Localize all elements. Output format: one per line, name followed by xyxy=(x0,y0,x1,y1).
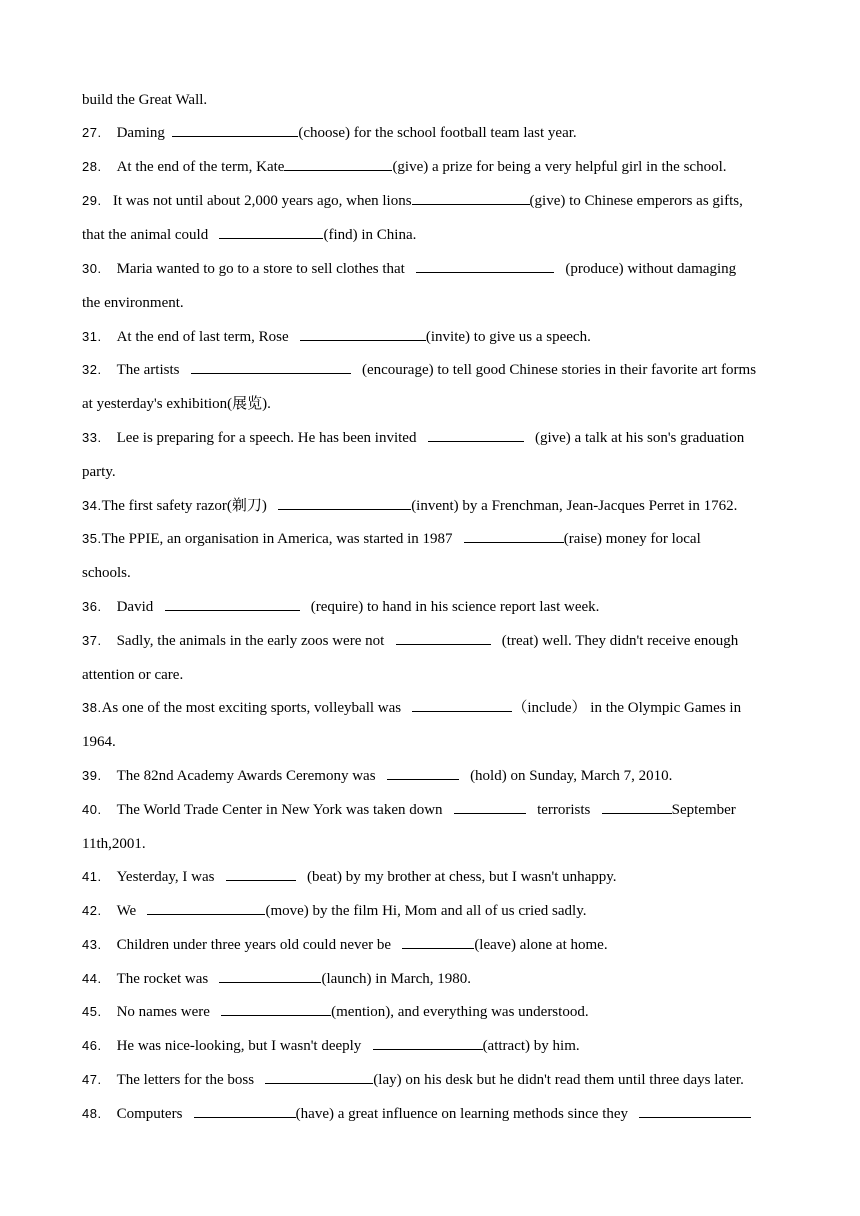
question-text: (leave) alone at home. xyxy=(474,937,608,953)
q26-continuation xyxy=(82,90,778,110)
question-text: (lay) on his desk but he didn't read them until three days later. xyxy=(373,1072,744,1088)
question-text: 1964. xyxy=(82,734,116,750)
question-32 xyxy=(82,360,778,380)
question-38 xyxy=(82,698,778,718)
question-text: (attract) by him. xyxy=(482,1038,580,1054)
question-number: 32. xyxy=(82,362,102,377)
question-text: schools. xyxy=(82,565,131,581)
question-text: that the animal could xyxy=(82,227,209,243)
question-text: (choose) for the school football team last year. xyxy=(298,125,577,141)
question-text: The artists xyxy=(116,362,180,378)
question-text: David xyxy=(116,599,154,615)
question-number: 47. xyxy=(82,1072,102,1087)
answer-blank[interactable] xyxy=(300,327,426,341)
question-text: The letters for the boss xyxy=(116,1072,255,1088)
question-text: (raise) money for local xyxy=(563,531,701,547)
question-33-cont xyxy=(82,462,778,482)
answer-blank[interactable] xyxy=(284,157,392,171)
question-number: 37. xyxy=(82,633,102,648)
answer-blank[interactable] xyxy=(172,123,298,137)
question-36 xyxy=(82,597,778,617)
answer-blank[interactable] xyxy=(147,901,265,915)
question-text: the environment. xyxy=(82,295,184,311)
question-text: attention or care. xyxy=(82,667,184,683)
question-29 xyxy=(82,191,778,211)
question-28 xyxy=(82,157,778,177)
answer-blank[interactable] xyxy=(373,1036,483,1050)
question-43 xyxy=(82,935,778,955)
question-text: (have) a great influence on learning methods since they xyxy=(295,1106,629,1122)
answer-blank[interactable] xyxy=(191,360,351,374)
answer-blank[interactable] xyxy=(402,935,474,949)
question-text: The rocket was xyxy=(116,971,209,987)
question-number: 44. xyxy=(82,971,102,986)
question-text: (beat) by my brother at chess, but I wasn't unhappy. xyxy=(306,869,617,885)
answer-blank[interactable] xyxy=(387,766,459,780)
question-number: 30. xyxy=(82,261,102,276)
question-text: It was not until about 2,000 years ago, when lions xyxy=(112,193,412,209)
question-number: 34. xyxy=(82,498,102,513)
answer-blank[interactable] xyxy=(219,225,323,239)
question-text: The first safety razor(剃刀) xyxy=(101,498,267,514)
question-number: 39. xyxy=(82,768,102,783)
question-text: The PPIE, an organisation in America, was started in 1987 xyxy=(101,531,453,547)
question-48 xyxy=(82,1104,778,1124)
answer-blank[interactable] xyxy=(265,1070,373,1084)
question-text: As one of the most exciting sports, volleyball was xyxy=(101,700,402,716)
question-35-cont xyxy=(82,563,778,583)
answer-blank[interactable] xyxy=(412,698,512,712)
answer-blank[interactable] xyxy=(278,496,411,510)
question-text: We xyxy=(116,903,137,919)
question-text: （include） in the Olympic Games in xyxy=(512,700,742,716)
answer-blank[interactable] xyxy=(219,969,321,983)
question-text: (give) a prize for being a very helpful girl in the school. xyxy=(392,159,727,175)
question-number: 33. xyxy=(82,430,102,445)
question-text: (encourage) to tell good Chinese stories in their favorite art forms xyxy=(361,362,757,378)
question-text: Computers xyxy=(116,1106,183,1122)
answer-blank[interactable] xyxy=(454,800,526,814)
question-text: At the end of the term, Kate xyxy=(116,159,285,175)
question-text: at yesterday's exhibition(展览). xyxy=(82,396,271,412)
question-42 xyxy=(82,901,778,921)
question-33 xyxy=(82,428,778,448)
question-text: Yesterday, I was xyxy=(116,869,215,885)
question-45 xyxy=(82,1002,778,1022)
question-number: 36. xyxy=(82,599,102,614)
question-number: 38. xyxy=(82,700,102,715)
question-text: September xyxy=(671,802,736,818)
question-46 xyxy=(82,1036,778,1056)
question-number: 48. xyxy=(82,1106,102,1121)
question-number: 28. xyxy=(82,159,102,174)
answer-blank[interactable] xyxy=(194,1104,296,1118)
question-text: (move) by the film Hi, Mom and all of us cried sadly. xyxy=(265,903,587,919)
question-number: 27. xyxy=(82,125,102,140)
answer-blank[interactable] xyxy=(428,428,524,442)
question-number: 29. xyxy=(82,193,102,208)
question-text: (require) to hand in his science report last week. xyxy=(310,599,600,615)
answer-blank[interactable] xyxy=(416,259,554,273)
question-47 xyxy=(82,1070,778,1090)
question-27 xyxy=(82,123,778,143)
question-text: party. xyxy=(82,464,116,480)
answer-blank[interactable] xyxy=(464,529,564,543)
answer-blank[interactable] xyxy=(221,1002,331,1016)
question-30-cont xyxy=(82,293,778,313)
question-text: At the end of last term, Rose xyxy=(116,329,289,345)
answer-blank[interactable] xyxy=(412,191,530,205)
question-number: 40. xyxy=(82,802,102,817)
question-41 xyxy=(82,867,778,887)
question-44 xyxy=(82,969,778,989)
answer-blank[interactable] xyxy=(396,631,491,645)
question-text: (hold) on Sunday, March 7, 2010. xyxy=(470,768,673,784)
question-text: (invite) to give us a speech. xyxy=(425,329,591,345)
question-text: Lee is preparing for a speech. He has been invited xyxy=(116,430,417,446)
question-text: (give) to Chinese emperors as gifts, xyxy=(529,193,743,209)
question-text: Daming xyxy=(116,125,165,141)
answer-blank[interactable] xyxy=(639,1104,751,1118)
q26-tail-text: build the Great Wall. xyxy=(82,92,208,108)
question-text: (produce) without damaging xyxy=(565,261,737,277)
question-text: terrorists xyxy=(537,802,591,818)
question-text: 11th,2001. xyxy=(82,836,146,852)
question-35 xyxy=(82,529,778,549)
question-text: (find) in China. xyxy=(323,227,417,243)
question-number: 45. xyxy=(82,1004,102,1019)
question-number: 42. xyxy=(82,903,102,918)
question-32-cont xyxy=(82,394,778,414)
question-34 xyxy=(82,496,778,516)
question-text: Children under three years old could never be xyxy=(116,937,392,953)
question-30 xyxy=(82,259,778,279)
question-37 xyxy=(82,631,778,651)
question-number: 46. xyxy=(82,1038,102,1053)
question-40-cont xyxy=(82,834,778,854)
question-text: (invent) by a Frenchman, Jean-Jacques Perret in 1762. xyxy=(411,498,738,514)
question-text: No names were xyxy=(116,1004,210,1020)
question-text: (mention), and everything was understood. xyxy=(331,1004,589,1020)
answer-blank[interactable] xyxy=(602,800,672,814)
question-39 xyxy=(82,766,778,786)
question-text: The World Trade Center in New York was taken down xyxy=(116,802,443,818)
question-text: (give) a talk at his son's graduation xyxy=(534,430,745,446)
answer-blank[interactable] xyxy=(226,867,296,881)
question-number: 43. xyxy=(82,937,102,952)
question-number: 35. xyxy=(82,531,102,546)
question-37-cont xyxy=(82,665,778,685)
question-number: 31. xyxy=(82,329,102,344)
question-text: Maria wanted to go to a store to sell clothes that xyxy=(116,261,405,277)
answer-blank[interactable] xyxy=(165,597,300,611)
question-29-cont xyxy=(82,225,778,245)
question-31 xyxy=(82,327,778,347)
question-text: He was nice-looking, but I wasn't deeply xyxy=(116,1038,362,1054)
question-text: (launch) in March, 1980. xyxy=(321,971,472,987)
question-text: The 82nd Academy Awards Ceremony was xyxy=(116,768,376,784)
question-40 xyxy=(82,800,778,820)
question-text: (treat) well. They didn't receive enough xyxy=(501,633,739,649)
question-38-cont xyxy=(82,732,778,752)
question-text: Sadly, the animals in the early zoos were not xyxy=(116,633,385,649)
question-number: 41. xyxy=(82,869,102,884)
